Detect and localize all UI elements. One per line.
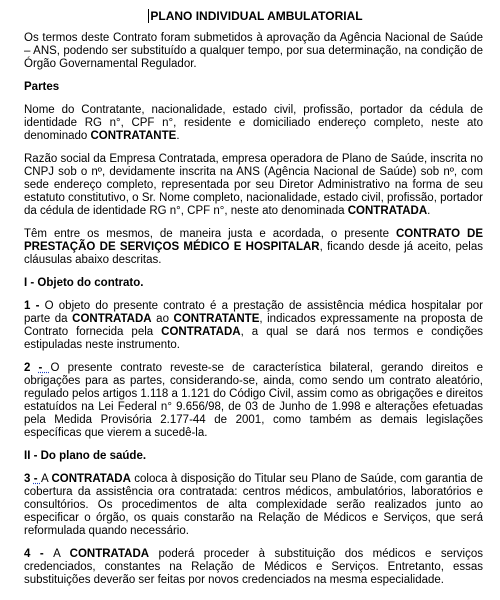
section-1-heading: I - Objeto do contrato. [24,277,144,289]
contratante-paragraph: Nome do Contratante, nacionalidade, estado civil, profissão, portador da cédula de identidade RG n°, CPF n°, residente e domiciliado endereço completo, neste ato denominado CONTRATANTE. [24,104,483,142]
clause-4: 4 - A CONTRATADA poderá proceder à substituição dos médicos e serviços credenciados, constantes na Relação de Médicos e Serviços. Entretanto, essas substituições deverão ser feitas por novos credenciados na mesma especialidade. [24,548,483,586]
acordo-paragraph: Têm entre os mesmos, de maneira justa e acordada, o presente CONTRATO DE PRESTAÇÃO DE SERVIÇOS MÉDICO E HOSPITALAR, ficando desde já aceito, pelas cláusulas abaixo descritas. [24,228,483,266]
document-title: PLANO INDIVIDUAL AMBULATORIAL [150,9,363,23]
clause-2: 2 - O presente contrato reveste-se de característica bilateral, gerando direitos e obrigações para as partes, considerando-se, ainda, como sendo um contrato aleatório, regulado pelos artigos 1.118 a 1.121 do Código Civil, assim como as obrigações e direitos estatuídos na Lei Federal n° 9.656/98, de 03 de Junho de 1.998 e alterações efetuadas pela Medida Provisória 2.177-44 de 2001, como também as demais legislações específicas que vierem a sucedê-la. [24,362,483,439]
partes-heading: Partes [24,81,60,93]
contratada-paragraph: Razão social da Empresa Contratada, empresa operadora de Plano de Saúde, inscrita no CNPJ sob o nº, devidamente inscrita na ANS (Agência Nacional de Saúde) sob nº, com sede endereço completo, representada por seu Diretor Administrativo na forma de seu estatuto constitutivo, o Sr. Nome completo, nacionalidade, estado civil, profissão, portador da cédula de identidade RG n°, CPF n°, neste ato denominada CONTRATADA. [24,153,483,217]
intro-paragraph: Os termos deste Contrato foram submetidos à aprovação da Agência Nacional de Saúde – ANS, podendo ser substituído a qualquer tempo, por sua determinação, na condição de Órgão Governamental Regulador. [24,32,483,70]
section-2-heading: II - Do plano de saúde. [24,450,147,462]
clause-3: 3 - A CONTRATADA coloca à disposição do Titular seu Plano de Saúde, com garantia de cobertura da assistência ora contratada: centros médicos, ambulatórios, laboratórios e consultórios. Os procedimentos de alta complexidade serão realizados junto ao especificar o órgão, os quais constarão na Relação de Médicos e Serviços, que será reformulada quando necessário. [24,473,483,537]
clause-2-dash: - [38,362,51,374]
clause-1: 1 - O objeto do presente contrato é a prestação de assistência médica hospitalar por parte da CONTRATADA ao CONTRATANTE, indicados expressamente na proposta de Contrato fornecida pela CONTRATADA, a qual se dará nos termos e condições estipuladas neste instrumento. [24,300,483,351]
clause-3-dash: - [33,473,42,485]
